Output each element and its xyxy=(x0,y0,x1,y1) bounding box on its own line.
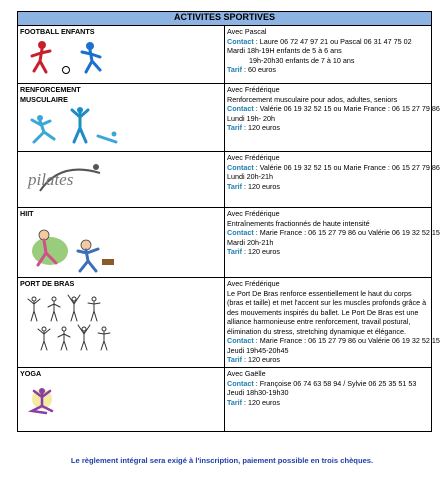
schedule-line: Jeudi 18h30-19h30 xyxy=(227,388,289,397)
coach-name: Avec Gaëlle xyxy=(227,369,266,378)
schedule-line: Jeudi 19h45-20h45 xyxy=(227,345,289,355)
exercise-silhouette-icon xyxy=(20,106,120,144)
svg-text:pilates: pilates xyxy=(28,170,74,189)
activity-name: PORT DE BRAS xyxy=(20,279,75,288)
schedule-line: 19h-20h30 enfants de 7 à 10 ans xyxy=(249,55,355,65)
tarif-label: Tarif xyxy=(227,181,243,191)
tarif-value: : 120 euros xyxy=(242,247,281,256)
table-row xyxy=(18,26,432,84)
tarif-label: Tarif xyxy=(227,355,243,364)
contact-label: Contact xyxy=(227,162,254,172)
football-players-icon xyxy=(20,39,120,75)
table-row xyxy=(18,84,432,152)
activity-name: FOOTBALL ENFANTS xyxy=(20,27,95,36)
contact-value: : Marie France : 06 15 27 79 86 ou Valérie 06 19 32 52 15 xyxy=(253,228,440,237)
activity-name: HIIT xyxy=(20,209,34,218)
activities-table xyxy=(17,11,440,432)
tarif-label: Tarif xyxy=(227,247,243,256)
tarif-value: : 120 euros xyxy=(242,181,281,191)
schedule-line: Mardi 18h-19H enfants de 5 à 6 ans xyxy=(227,46,342,55)
tarif-label: Tarif xyxy=(227,397,243,407)
payment-note: Le règlement intégral sera exigé à l'inscription, paiement possible en trois chèques. xyxy=(70,456,374,465)
activity-description: Renforcement musculaire pour ados, adultes, seniors xyxy=(227,94,398,104)
coach-name: Avec Pascal xyxy=(227,27,267,36)
coach-name: Avec Frédérique xyxy=(227,279,280,288)
activity-name: RENFORCEMENT MUSCULAIRE xyxy=(20,85,81,104)
contact-label: Contact xyxy=(227,104,254,113)
contact-value: : Valérie 06 19 32 52 15 ou Marie France : 06 15 27 79 86 xyxy=(253,162,440,172)
tarif-value: : 120 euros xyxy=(242,355,281,364)
contact-label: Contact xyxy=(227,336,254,345)
schedule-line: Lundi 19h- 20h xyxy=(227,113,275,123)
activity-name: YOGA xyxy=(20,369,42,378)
coach-name: Avec Frédérique xyxy=(227,209,280,218)
tarif-label: Tarif xyxy=(227,65,243,74)
table-row xyxy=(18,208,432,278)
table-title: ACTIVITES SPORTIVES xyxy=(18,12,432,26)
contact-value: : Laure 06 72 47 97 21 ou Pascal 06 31 47 75 02 xyxy=(253,36,412,46)
tarif-value: : 120 euros xyxy=(242,397,281,407)
schedule-line: Mardi 20h-21h xyxy=(227,237,274,247)
table-row xyxy=(18,278,432,368)
activity-description: Le Port De Bras renforce essentiellement le haut du corps (bras et taille) et met l'accent sur les muscles profonds grâce à des mouvements inspirés du ballet. Le Port De Bras est une alliance harmonieuse entre renforcement, travail postural, élimination du stress, stretching dynamique et élégance. xyxy=(227,288,427,336)
tarif-value: : 120 euros xyxy=(242,123,281,132)
contact-value: : Valérie 06 19 32 52 15 ou Marie France : 06 15 27 79 86 xyxy=(253,104,440,113)
contact-value: : Marie France : 06 15 27 79 86 ou Valérie 06 19 32 52 15 xyxy=(253,336,440,345)
contact-label: Contact xyxy=(227,228,254,237)
contact-value: : Françoise 06 74 63 58 94 / Sylvie 06 25 35 51 53 xyxy=(253,378,417,388)
activity-description: Entraînements fractionnés de haute intensité xyxy=(227,218,370,228)
table-row xyxy=(18,152,432,208)
yoga-pose-icon xyxy=(20,381,120,421)
tarif-label: Tarif xyxy=(227,123,243,132)
schedule-line: Lundi 20h-21h xyxy=(227,172,273,181)
hiit-cartoon-icon xyxy=(20,221,120,273)
dancer-poses-icon xyxy=(20,291,120,351)
contact-label: Contact xyxy=(227,378,254,388)
pilates-logo-icon xyxy=(20,155,120,199)
contact-label: Contact xyxy=(227,36,254,46)
tarif-value: : 60 euros xyxy=(242,65,277,74)
coach-name: Avec Frédérique xyxy=(227,153,280,162)
table-row xyxy=(18,368,432,432)
coach-name: Avec Frédérique xyxy=(227,85,280,94)
